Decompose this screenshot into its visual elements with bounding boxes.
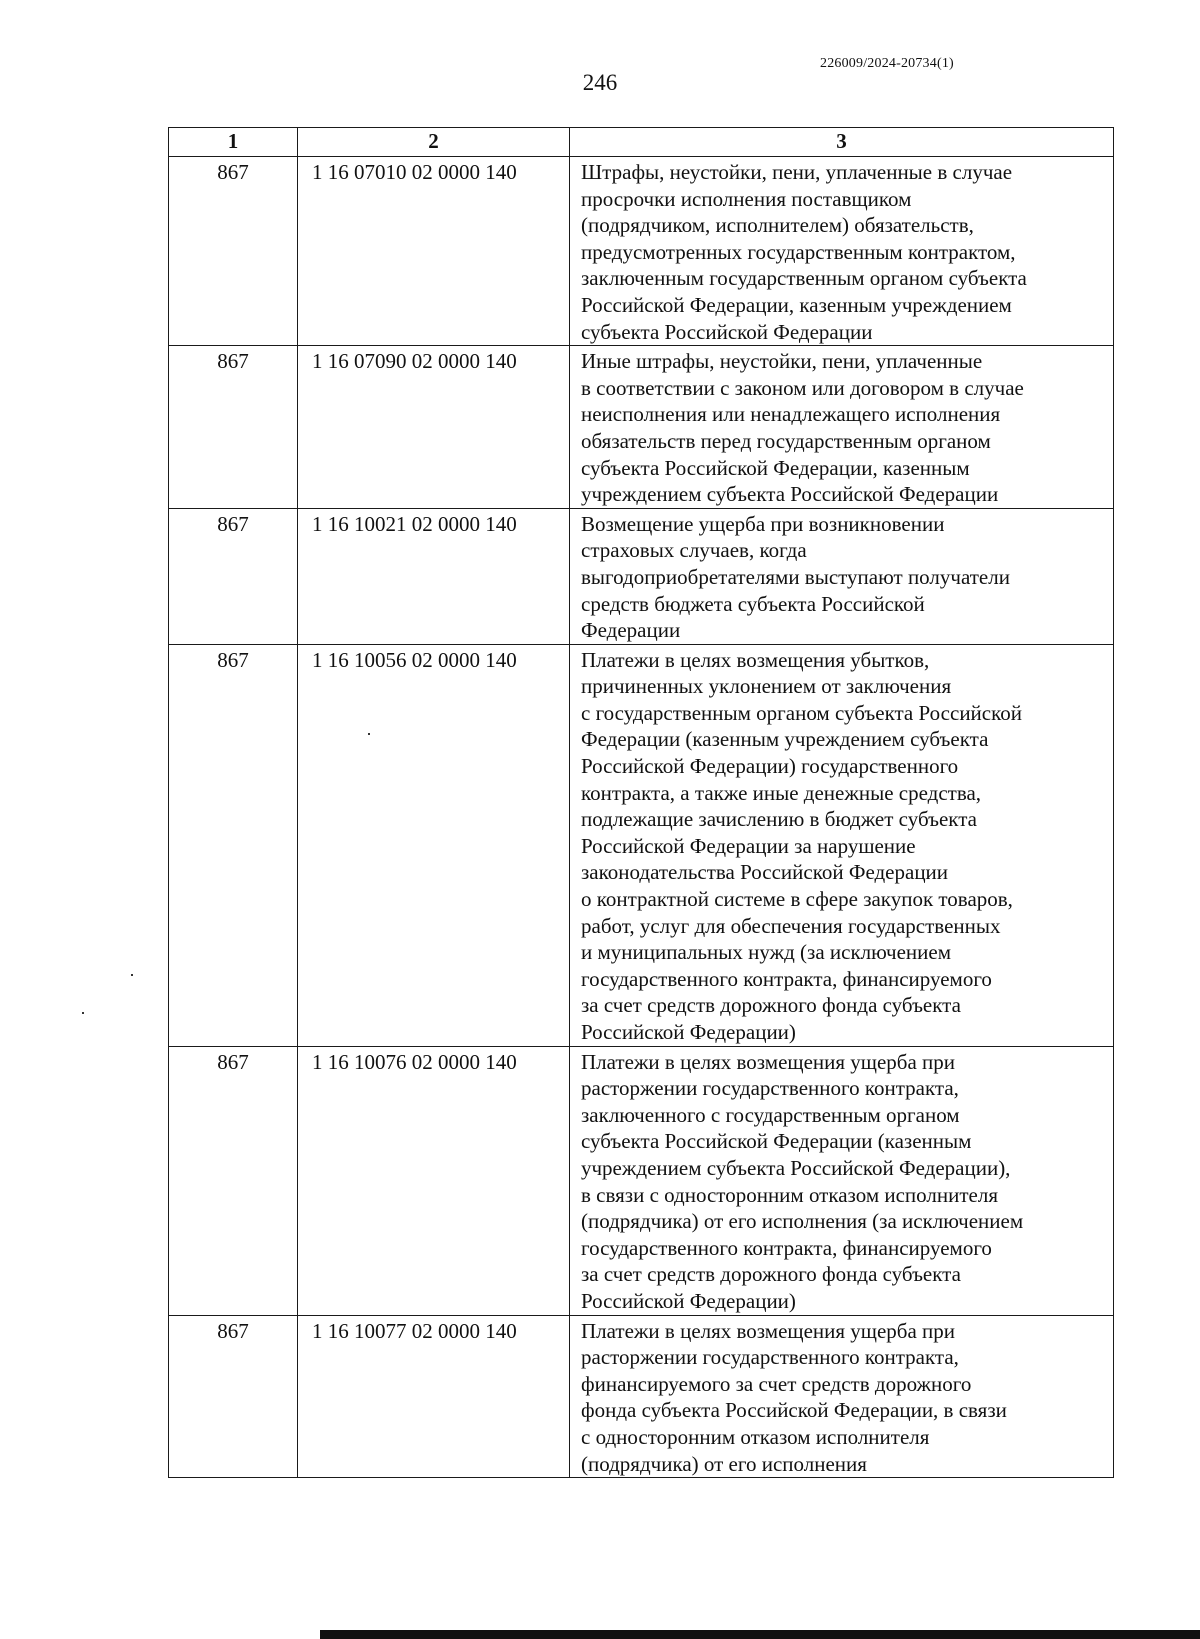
revenue-description-cell [570,508,1114,644]
budget-classification-code-cell: 1 16 07090 02 0000 140 [298,346,570,509]
description-line: финансируемого за счет средств дорожного [581,1371,972,1396]
description-line: Российской Федерации) [581,1020,796,1044]
budget-classification-code-cell: 1 16 10056 02 0000 140 [298,644,570,1046]
scan-speck [368,733,370,735]
description-line: с государственным органом субъекта Российской [581,700,1022,725]
description-line: законодательства Российской Федерации [581,860,949,885]
description-line: подлежащие зачислению в бюджет субъекта [581,807,977,832]
description-line: учреждением субъекта Российской Федерации [581,482,999,507]
description-line: за счет средств дорожного фонда субъекта [581,1262,961,1287]
scan-speck [131,974,133,976]
table-row [169,157,1114,346]
budget-codes-table [168,127,1114,1478]
column-header-2: 2 [298,128,570,157]
description-line: Российской Федерации) государственного [581,754,959,779]
description-line: и муниципальных нужд (за исключением [581,940,951,965]
revenue-description-cell [570,644,1114,1046]
description-line: о контрактной системе в сфере закупок товаров, [581,887,1013,912]
description-line: предусмотренных государственным контрактом, [581,239,1016,264]
table-header-row [169,128,1114,157]
budget-classification-code-cell: 1 16 10021 02 0000 140 [298,508,570,644]
description-line: (подрядчика) от его исполнения (за исключением [581,1209,1024,1234]
description-line: с односторонним отказом исполнителя [581,1424,930,1449]
description-line: Платежи в целях возмещения убытков, [581,647,930,672]
admin-code-cell: 867 [169,346,298,509]
description-line: государственного контракта, финансируемого [581,1235,992,1260]
document-reference-number: 226009/2024-20734(1) [820,56,954,71]
description-line: субъекта Российской Федерации [581,319,873,344]
description-line: Платежи в целях возмещения ущерба при [581,1318,956,1343]
page-number: 246 [582,70,618,95]
description-line: Возмещение ущерба при возникновении [581,511,945,536]
description-line: Российской Федерации) [581,1288,796,1313]
description-line: Штрафы, неустойки, пени, уплаченные в случае [581,160,1013,184]
description-line: Российской Федерации, казенным учреждением [581,292,1012,317]
scan-edge-bar [320,1630,1200,1639]
description-line: неисполнения или ненадлежащего исполнения [581,402,1001,427]
description-line: расторжении государственного контракта, [581,1076,959,1101]
description-line: Федерации (казенным учреждением субъекта [581,727,989,752]
description-line: субъекта Российской Федерации (казенным [581,1129,972,1154]
description-line: причиненных уклонением от заключения [581,674,952,699]
table-body [169,157,1114,1478]
revenue-description-cell [570,1046,1114,1315]
table-header [169,128,1114,157]
description-line: в связи с односторонним отказом исполнителя [581,1182,998,1207]
description-line: просрочки исполнения поставщиком [581,186,912,211]
admin-code-cell: 867 [169,1315,298,1478]
table-row [169,644,1114,1046]
description-line: фонда субъекта Российской Федерации, в связи [581,1398,1007,1423]
description-line: в соответствии с законом или договором в случае [581,375,1024,400]
description-line: контракта, а также иные денежные средства, [581,780,982,805]
column-header-1: 1 [169,128,298,157]
revenue-description-cell [570,1315,1114,1478]
description-line: Платежи в целях возмещения ущерба при [581,1049,956,1074]
table-row [169,508,1114,644]
budget-classification-code-cell: 1 16 10076 02 0000 140 [298,1046,570,1315]
revenue-description-cell [570,346,1114,509]
description-line: учреждением субъекта Российской Федерации), [581,1155,1011,1180]
description-line: за счет средств дорожного фонда субъекта [581,993,961,1018]
description-line: выгодоприобретателями выступают получатели [581,564,1010,589]
budget-classification-code-cell: 1 16 07010 02 0000 140 [298,157,570,346]
description-line: Иные штрафы, неустойки, пени, уплаченные [581,349,983,374]
admin-code-cell: 867 [169,644,298,1046]
admin-code-cell: 867 [169,1046,298,1315]
description-line: средств бюджета субъекта Российской [581,591,925,616]
revenue-description-cell [570,157,1114,346]
description-line: государственного контракта, финансируемого [581,966,992,991]
budget-classification-code-cell: 1 16 10077 02 0000 140 [298,1315,570,1478]
description-line: Федерации [581,618,681,643]
description-line: заключенного с государственным органом [581,1102,960,1127]
column-header-3: 3 [570,128,1114,157]
description-line: страховых случаев, когда [581,538,807,563]
description-line: расторжении государственного контракта, [581,1345,959,1370]
admin-code-cell: 867 [169,157,298,346]
table-row [169,1046,1114,1315]
admin-code-cell: 867 [169,508,298,644]
table-row [169,1315,1114,1478]
description-line: заключенным государственным органом субъекта [581,266,1027,291]
description-line: работ, услуг для обеспечения государственных [581,913,1001,938]
description-line: (подрядчиком, исполнителем) обязательств, [581,213,974,238]
scan-speck [82,1012,84,1014]
description-line: обязательств перед государственным органом [581,428,991,453]
table-row [169,346,1114,509]
description-line: (подрядчика) от его исполнения [581,1451,867,1476]
description-line: субъекта Российской Федерации, казенным [581,455,970,480]
description-line: Российской Федерации за нарушение [581,833,916,858]
